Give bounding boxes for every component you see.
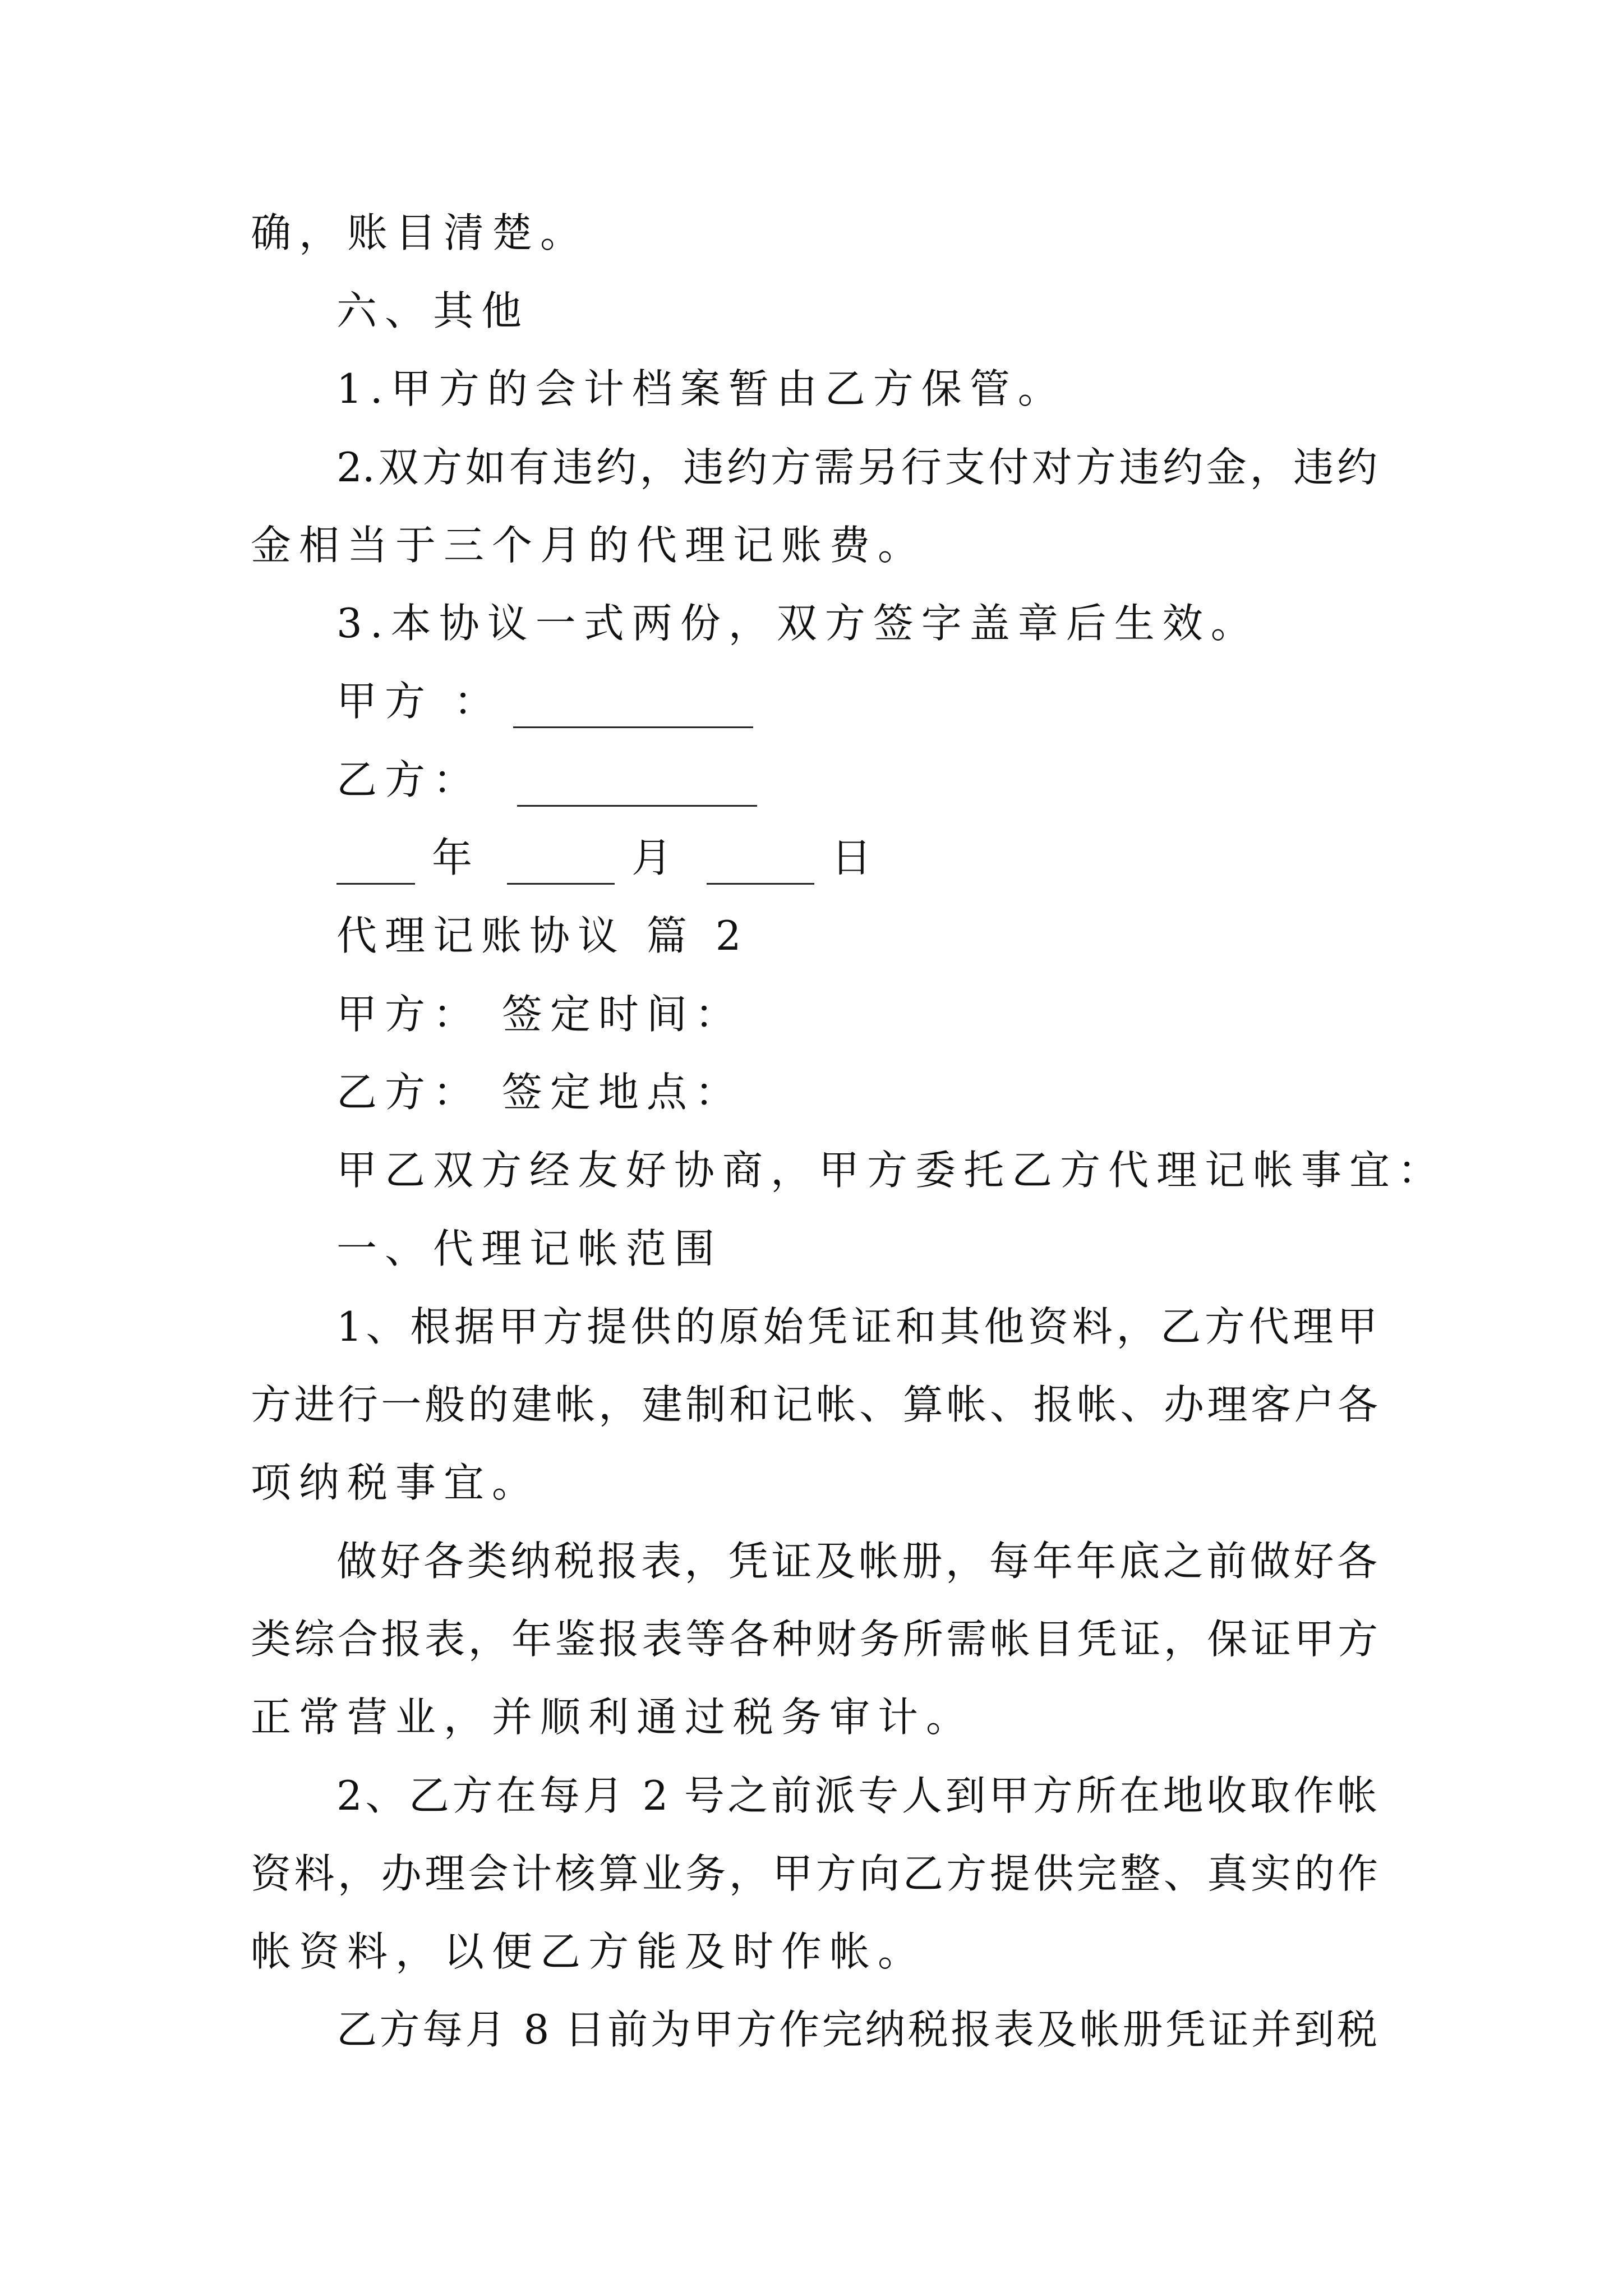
signature-blank — [513, 693, 753, 728]
text-line: 项纳税事宜。 — [251, 1459, 541, 1506]
section-heading: 一、代理记帐范围 — [336, 1225, 723, 1272]
text-line: 确，账目清楚。 — [251, 209, 589, 256]
text-line: 正常营业，并顺利通过税务审计。 — [251, 1694, 975, 1741]
party-a-label: 甲方 ： — [336, 678, 502, 725]
text-line: 做好各类纳税报表，凭证及帐册，每年年底之前做好各 — [336, 1538, 1377, 1585]
text-line: 1、根据甲方提供的原始凭证和其他资料，乙方代理甲 — [336, 1303, 1377, 1350]
day-blank — [707, 849, 814, 885]
year-label: 年 — [432, 834, 473, 881]
text-line: 资料，办理会计核算业务，甲方向乙方提供完整、真实的作 — [251, 1850, 1378, 1897]
party-b-label: 乙方： — [336, 756, 482, 803]
month-label: 月 — [631, 834, 672, 881]
month-blank — [507, 849, 615, 885]
party-b-signature — [336, 753, 757, 807]
intro-line: 甲乙双方经友好协商，甲方委托乙方代理记帐事宜： — [336, 1147, 1446, 1194]
text-line: 2、乙方在每月 2 号之前派专人到甲方所在地收取作帐 — [336, 1772, 1377, 1819]
text-line: 方进行一般的建帐，建制和记帐、算帐、报帐、办理客户各 — [251, 1381, 1378, 1428]
year-blank — [336, 849, 415, 885]
document-title: 代理记账协议 篇 2 — [336, 912, 749, 959]
text-line: 金相当于三个月的代理记账费。 — [251, 522, 926, 569]
party-a-signature — [336, 674, 753, 728]
text-line: 3.本协议一式两份，双方签字盖章后生效。 — [336, 600, 1259, 647]
party-a-line: 甲方： 签定时间： — [336, 991, 743, 1038]
text-line: 1.甲方的会计档案暂由乙方保管。 — [336, 365, 1066, 412]
day-label: 日 — [831, 834, 872, 881]
section-heading: 六、其他 — [336, 287, 530, 334]
date-line — [336, 831, 906, 885]
text-line: 类综合报表，年鉴报表等各种财务所需帐目凭证，保证甲方 — [251, 1616, 1378, 1663]
text-line: 帐资料，以便乙方能及时作帐。 — [251, 1928, 926, 1975]
signature-blank — [517, 771, 757, 807]
text-line: 乙方每月 8 日前为甲方作完纳税报表及帐册凭证并到税 — [336, 2006, 1377, 2053]
text-line: 2.双方如有违约，违约方需另行支付对方违约金，违约 — [336, 444, 1377, 491]
party-b-line: 乙方： 签定地点： — [336, 1069, 743, 1116]
